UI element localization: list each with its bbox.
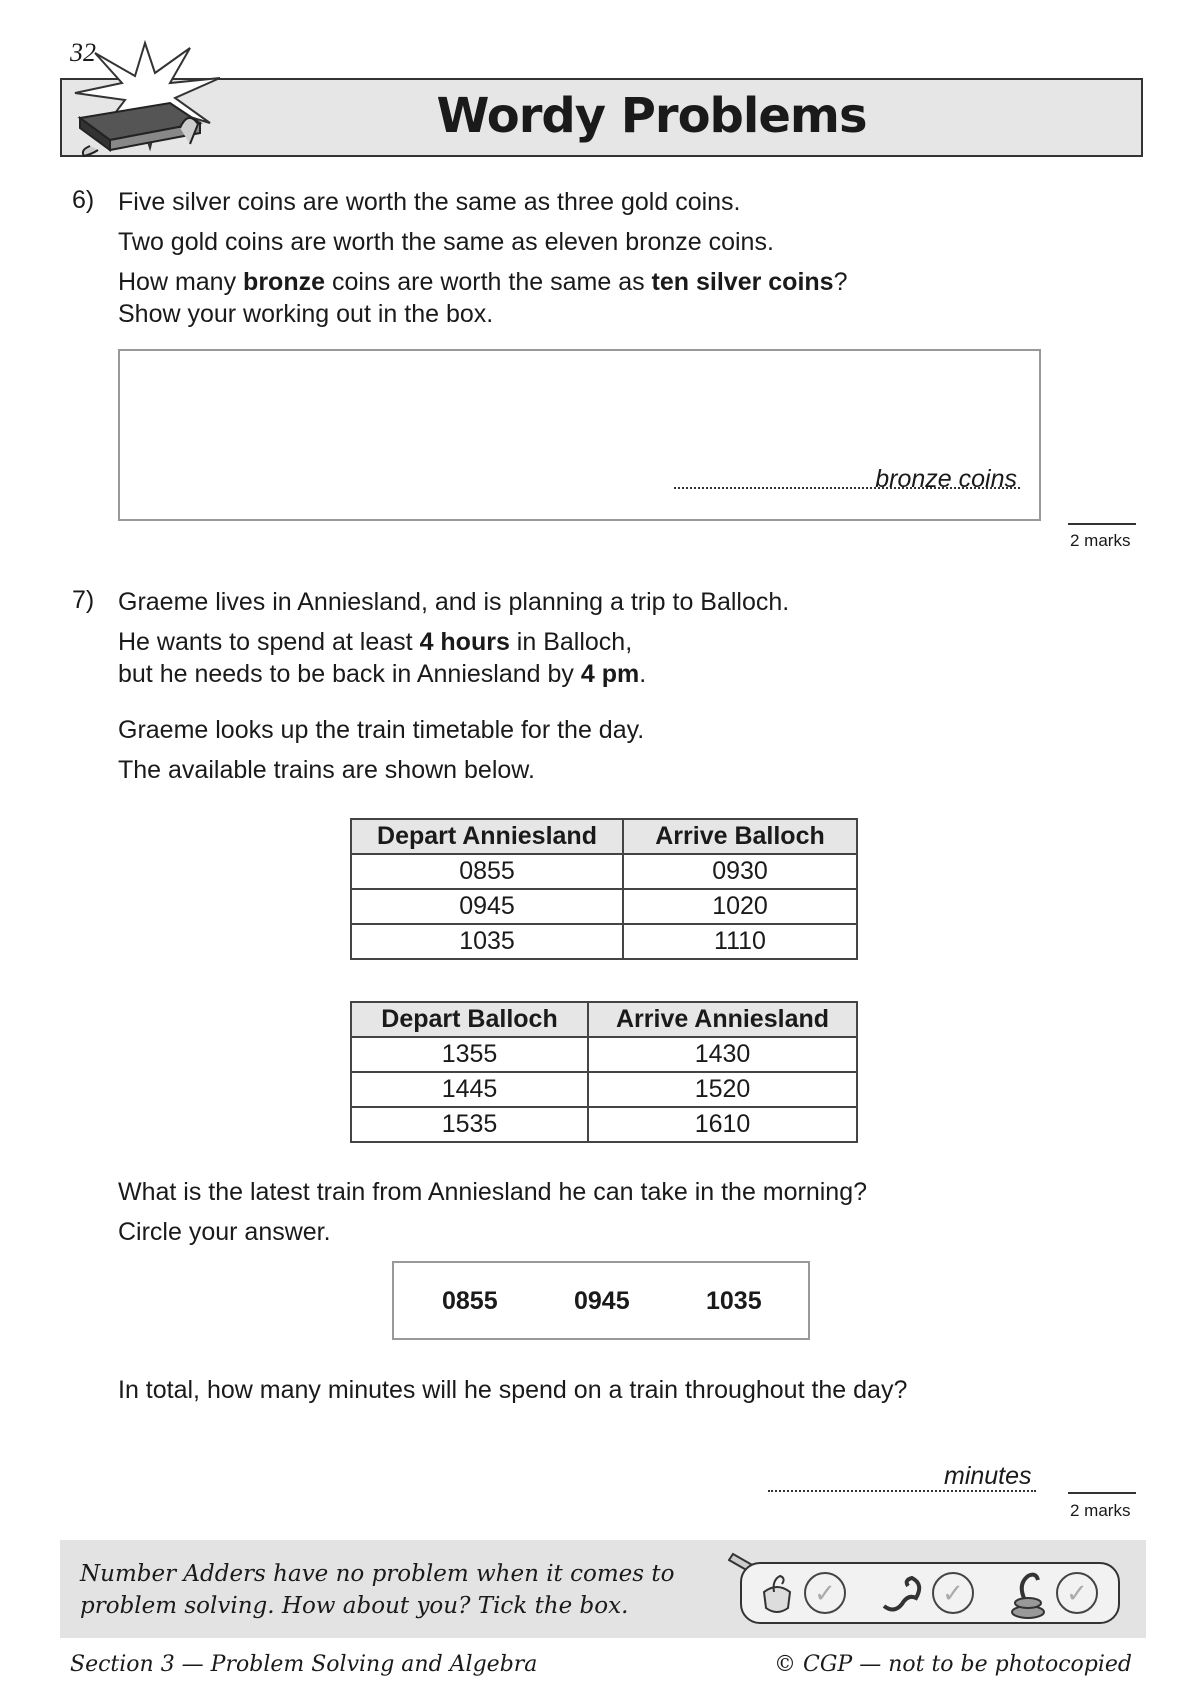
question-6-text-segment: ? xyxy=(833,268,848,296)
question-7-bold-time: 4 pm xyxy=(580,660,640,688)
table-cell: 0945 xyxy=(351,889,623,924)
check-icon: ✓ xyxy=(814,1578,836,1608)
page-title: Wordy Problems xyxy=(436,88,867,144)
snake-egg-icon xyxy=(760,1570,794,1616)
marks-label: 2 marks xyxy=(1070,1501,1131,1520)
table-header: Arrive Anniesland xyxy=(588,1002,857,1037)
question-6-text-segment: coins are worth the same as xyxy=(325,268,652,296)
question-7-line-1: Graeme lives in Anniesland, and is planning a trip to Balloch. xyxy=(118,588,790,616)
table-row xyxy=(351,854,857,889)
snake-icon xyxy=(880,1572,926,1616)
question-7-number: 7) xyxy=(72,586,95,614)
answer-unit: bronze coins xyxy=(875,465,1017,493)
table-header: Arrive Balloch xyxy=(623,819,857,854)
tick-box[interactable] xyxy=(804,1572,846,1614)
question-6-bold-ten-silver: ten silver coins xyxy=(651,268,834,296)
question-6-line-4: Show your working out in the box. xyxy=(118,300,494,328)
table-header-row xyxy=(351,1002,857,1037)
copyright-notice: © CGP — not to be photocopied xyxy=(774,1652,1132,1677)
table-cell: 0930 xyxy=(623,854,857,889)
check-icon: ✓ xyxy=(942,1578,964,1608)
self-assessment-message xyxy=(80,1558,674,1622)
question-7b-text: In total, how many minutes will he spend on a train throughout the day? xyxy=(118,1376,908,1404)
question-7-text-segment: in Balloch, xyxy=(509,628,633,656)
tick-box[interactable] xyxy=(1056,1572,1098,1614)
table-cell: 1535 xyxy=(351,1107,588,1142)
question-7a-instruction: Circle your answer. xyxy=(118,1218,331,1246)
marks-label: 2 marks xyxy=(1070,531,1131,550)
question-7-line-4: Graeme looks up the train timetable for the day. xyxy=(118,716,645,744)
book-burst-icon xyxy=(60,38,230,158)
table-cell: 1520 xyxy=(588,1072,857,1107)
page-number: 32 xyxy=(70,38,96,67)
tick-box[interactable] xyxy=(932,1572,974,1614)
table-row xyxy=(351,1037,857,1072)
marks-line xyxy=(1068,1492,1136,1494)
question-7-line-2 xyxy=(118,626,632,659)
table-cell: 1020 xyxy=(623,889,857,924)
answer-unit: minutes xyxy=(944,1462,1032,1490)
coiled-snake-icon xyxy=(1008,1566,1048,1620)
working-out-box[interactable] xyxy=(118,349,1041,521)
question-7-bold-hours: 4 hours xyxy=(419,628,510,656)
question-6-line-3 xyxy=(118,266,847,299)
table-cell: 1610 xyxy=(588,1107,857,1142)
table-cell: 1035 xyxy=(351,924,623,959)
table-header-row xyxy=(351,819,857,854)
question-7-text-segment: He wants to spend at least xyxy=(118,628,420,656)
tick-box-group xyxy=(740,1562,1120,1624)
table-cell: 1355 xyxy=(351,1037,588,1072)
answer-choices-box xyxy=(392,1261,810,1340)
timetable-outbound xyxy=(350,818,858,960)
table-row xyxy=(351,1107,857,1142)
answer-choice[interactable]: 0855 xyxy=(442,1287,498,1315)
table-row xyxy=(351,889,857,924)
message-line: Number Adders have no problem when it comes to xyxy=(80,1561,675,1587)
table-header: Depart Balloch xyxy=(351,1002,588,1037)
question-6-text-segment: How many xyxy=(118,268,244,296)
self-assessment-band xyxy=(60,1540,1146,1638)
question-6-bold-bronze: bronze xyxy=(243,268,325,296)
section-footer: Section 3 — Problem Solving and Algebra xyxy=(70,1652,538,1677)
question-7a-text: What is the latest train from Anniesland he can take in the morning? xyxy=(118,1178,868,1206)
question-7-text-segment: . xyxy=(639,660,647,688)
question-7-line-3 xyxy=(118,658,646,691)
table-cell: 0855 xyxy=(351,854,623,889)
table-cell: 1110 xyxy=(623,924,857,959)
question-7-line-5: The available trains are shown below. xyxy=(118,756,535,784)
timetable-return xyxy=(350,1001,858,1143)
question-6-line-2: Two gold coins are worth the same as eleven bronze coins. xyxy=(118,228,774,256)
answer-choice[interactable]: 1035 xyxy=(706,1287,762,1315)
table-row xyxy=(351,1072,857,1107)
table-row xyxy=(351,924,857,959)
marks-line xyxy=(1068,523,1136,525)
message-line: problem solving. How about you? Tick the box. xyxy=(80,1593,629,1620)
check-icon: ✓ xyxy=(1066,1578,1088,1608)
question-6-number: 6) xyxy=(72,186,95,214)
table-cell: 1445 xyxy=(351,1072,588,1107)
answer-choice[interactable]: 0945 xyxy=(574,1287,630,1315)
table-cell: 1430 xyxy=(588,1037,857,1072)
table-header: Depart Anniesland xyxy=(351,819,623,854)
question-7-text-segment: but he needs to be back in Anniesland by xyxy=(118,660,581,688)
question-6-line-1: Five silver coins are worth the same as three gold coins. xyxy=(118,188,741,216)
